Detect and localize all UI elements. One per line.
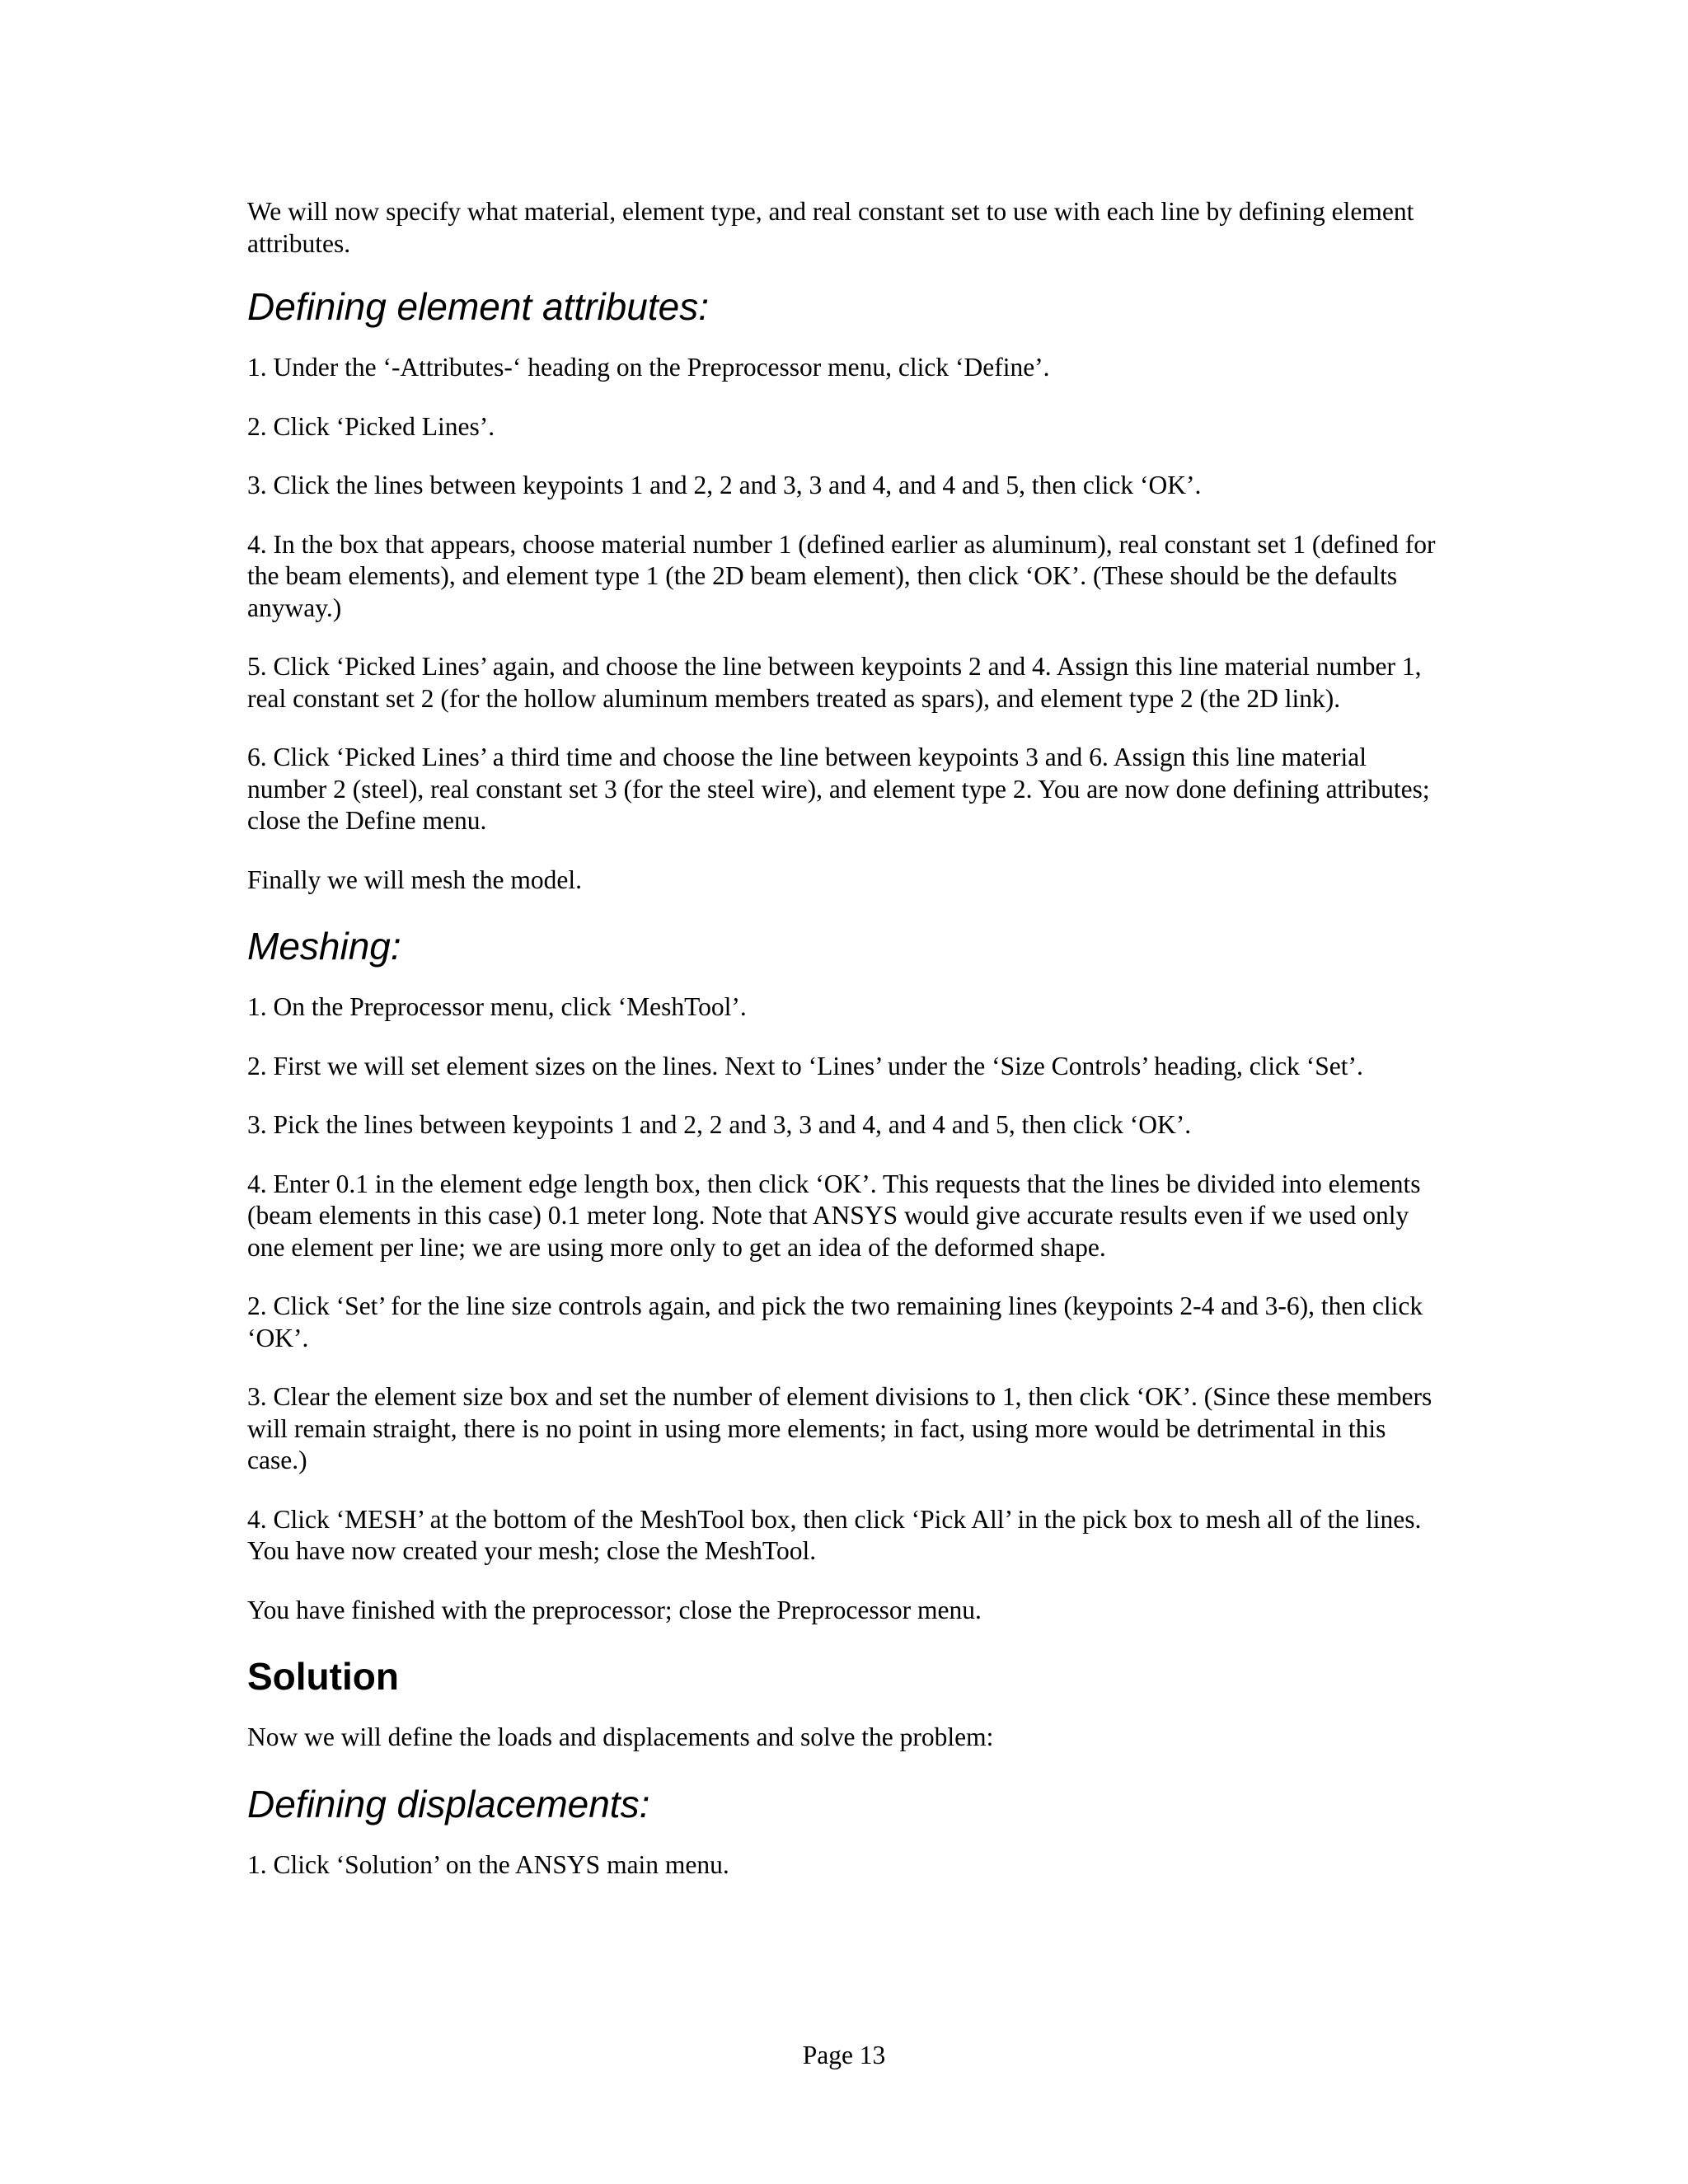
solution-intro: Now we will define the loads and displacements and solve the problem: [247, 1722, 994, 1751]
attributes-step-1: 1. Under the ‘-Attributes-‘ heading on the Preprocessor menu, click ‘Define’. [247, 353, 1050, 382]
attributes-closing: Finally we will mesh the model. [247, 865, 582, 894]
attributes-step-4: 4. In the box that appears, choose material number 1 (defined earlier as aluminum), real constant set 1 (defined for the beam elements), and element type 1 (the 2D beam element), then click ‘OK’. (These should be the defaults anyway.) [247, 529, 1436, 622]
meshing-step-1: 1. On the Preprocessor menu, click ‘MeshTool’. [247, 992, 747, 1021]
attributes-step-2: 2. Click ‘Picked Lines’. [247, 411, 495, 441]
attributes-step-5: 5. Click ‘Picked Lines’ again, and choose the line between keypoints 2 and 4. Assign this line material number 1, real constant set 2 (for the hollow aluminum members treated as spars), and element type 2 (the 2D link). [247, 652, 1422, 713]
intro-paragraph: We will now specify what material, element type, and real constant set to use with each line by defining element attributes. [247, 197, 1414, 258]
meshing-step-6: 3. Clear the element size box and set the number of element divisions to 1, then click ‘OK’. (Since these members will remain straight, there is no point in using more elements; in fact, using more would be detrimental in this case.) [247, 1382, 1432, 1474]
meshing-step-7: 4. Click ‘MESH’ at the bottom of the MeshTool box, then click ‘Pick All’ in the pick box to mesh all of the lines. You have now created your mesh; close the MeshTool. [247, 1504, 1422, 1565]
document-body [247, 196, 1442, 1908]
meshing-step-4: 4. Enter 0.1 in the element edge length box, then click ‘OK’. This requests that the lines be divided into elements (beam elements in this case) 0.1 meter long. Note that ANSYS would give accurate results even if we used only one element per line; we are using more only to get an idea of the deformed shape. [247, 1169, 1421, 1262]
heading-meshing: Meshing: [247, 925, 401, 968]
heading-defining-element-attributes: Defining element attributes: [247, 285, 709, 328]
attributes-step-3: 3. Click the lines between keypoints 1 and 2, 2 and 3, 3 and 4, and 4 and 5, then click ‘OK’. [247, 471, 1202, 499]
page-number: Page 13 [802, 2041, 886, 2069]
heading-defining-displacements: Defining displacements: [247, 1782, 650, 1825]
heading-solution: Solution [247, 1655, 399, 1698]
meshing-step-3: 3. Pick the lines between keypoints 1 and 2, 2 and 3, 3 and 4, and 4 and 5, then click ‘OK’. [247, 1110, 1192, 1139]
meshing-closing: You have finished with the preprocessor; close the Preprocessor menu. [247, 1595, 982, 1624]
displacements-step-1: 1. Click ‘Solution’ on the ANSYS main menu. [247, 1849, 729, 1879]
attributes-step-6: 6. Click ‘Picked Lines’ a third time and choose the line between keypoints 3 and 6. Assign this line material number 2 (steel), real constant set 3 (for the steel wire), and element type 2. You are now done defining attributes; close the Define menu. [247, 743, 1430, 835]
meshing-step-2: 2. First we will set element sizes on the lines. Next to ‘Lines’ under the ‘Size Controls’ heading, click ‘Set’. [247, 1051, 1363, 1080]
meshing-step-5: 2. Click ‘Set’ for the line size controls again, and pick the two remaining lines (keypoints 2-4 and 3-6), then click ‘OK’. [247, 1291, 1423, 1352]
